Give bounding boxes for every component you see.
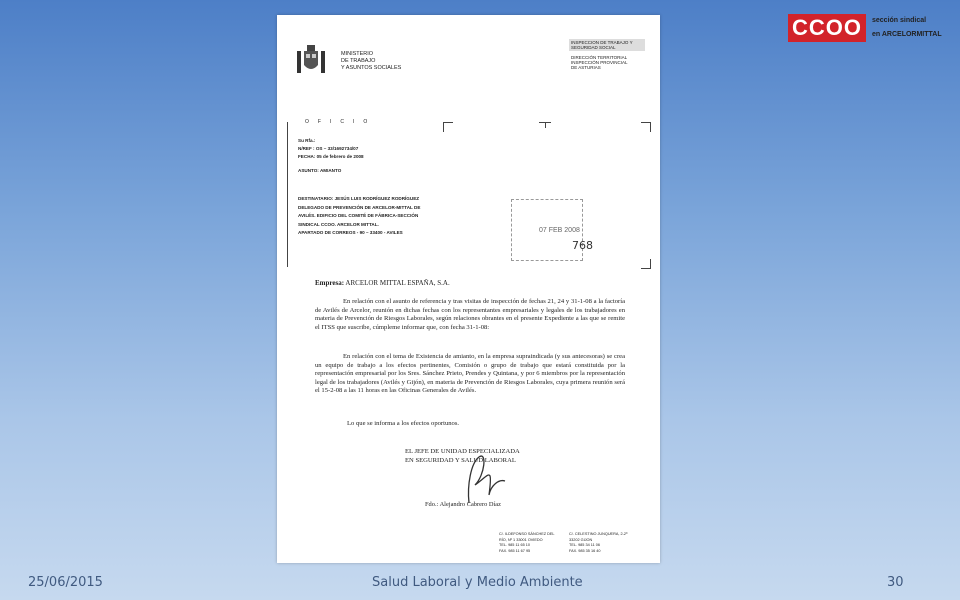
- address-line: TEL. 985 34 11 06: [569, 543, 600, 547]
- signer-name: Fdo.: Alejandro Cabrero Díaz: [425, 501, 501, 508]
- ministry-line: MINISTERIO: [341, 51, 374, 57]
- oficio-label: OFICIO: [305, 119, 377, 125]
- coat-of-arms-icon: [295, 43, 327, 77]
- page-number: 30: [887, 575, 904, 590]
- address-line: RÍO, Nº 1 33001 OVIEDO: [499, 537, 543, 542]
- empresa-label: Empresa:: [315, 279, 345, 287]
- address-line: C/. CELESTINO JUNQUERA, 2-2º: [569, 532, 628, 536]
- territorial-line: INSPECCIÓN PROVINCIAL: [571, 60, 628, 65]
- fecha: FECHA: 05 de febrero de 2008: [298, 154, 364, 159]
- ccoo-logo-letters: CCOO: [792, 15, 862, 40]
- scanned-letter: [277, 15, 660, 563]
- logo-line-2: en ARCELORMITTAL: [872, 31, 942, 38]
- address-line: TEL. 985 11 65 10: [499, 543, 530, 547]
- body-paragraph-2: En relación con el tema de Existencia de amianto, en la empresa supraindicada (y sus antecesoras) se crea un equipo de trabajo a los efectos pertinentes, Comisión o grupo de trabajo que estará constituida por la representación empresarial por los Sres. Sánchez Prieto, Prendes y Quintana, y por 6 miembros por la representación legal de los trabajadores (Avilés y Gijón), en materia de Prevención de Riesgos Laborales, cuya primera reunión será el 15-2-08 a las 11 horas en las Oficinas Generales de Avilés.: [315, 353, 625, 395]
- recipient-block: [298, 195, 420, 238]
- ccoo-logo-text: [872, 14, 942, 42]
- address-window-corner: [443, 122, 453, 132]
- logo-line-1: sección sindical: [872, 17, 927, 24]
- stamp-date: 07 FEB 2008: [539, 227, 580, 234]
- recipient-line: SINDICAL CCOO. ARCELOR MITTAL.: [298, 221, 379, 227]
- signature-title-line: EL JEFE DE UNIDAD ESPECIALIZADA: [405, 448, 520, 455]
- su-ref: Su Rfa.:: [298, 138, 316, 143]
- address-line: FAX. 985 35 16 40: [569, 548, 601, 553]
- address-window-corner: [641, 122, 651, 132]
- territorial-line: DIRECCIÓN TERRITORIAL: [571, 55, 628, 60]
- address-window-tick: [545, 122, 555, 128]
- inspection-territorial: [571, 55, 628, 70]
- inspection-line: INSPECCION DE TRABAJO Y: [571, 40, 633, 45]
- ccoo-logo-mark: [788, 14, 866, 42]
- recipient-line: DELEGADO DE PREVENCIÓN DE ARCELOR-MITTAL DE: [298, 204, 421, 210]
- left-margin-line: [287, 122, 297, 267]
- ministry-line: Y ASUNTOS SOCIALES: [341, 65, 402, 71]
- recipient-line: AVILÉS. EDIFICIO DEL COMITÉ DE FÁBRICA-SECCIÓN: [298, 213, 419, 219]
- inspection-line: SEGURIDAD SOCIAL: [571, 45, 616, 50]
- closing-line: Lo que se informa a los efectos oportunos.: [347, 420, 460, 427]
- signature-title-line: EN SEGURIDAD Y SALUD LABORAL: [405, 457, 516, 464]
- body-paragraph-1: En relación con el asunto de referencia y tras visitas de inspección de fechas 21, 24 y 31-1-08 a la factoría de Avilés de Arcelor, reunión en dichas fechas con los representantes empresariales y legales de los trabajadores en materia de Prevención de Riesgos Laborales, según relaciones obrantes en el presente Expediente a las que se remite el ITSS que suscribe, cúmpleme informar que, con fecha 31-1-08:: [315, 298, 625, 331]
- ministry-heading: [341, 51, 401, 72]
- address-line: FAX. 985 11 67 95: [499, 548, 531, 553]
- territorial-line: DE ASTURIAS: [571, 65, 601, 70]
- recipient-line: APARTADO DE CORREOS - 90 – 33400 - AVILES: [298, 230, 403, 236]
- signature-scribble-icon: [449, 445, 509, 505]
- ministry-line: DE TRABAJO: [341, 58, 376, 64]
- ccoo-logo: [788, 14, 942, 42]
- address-line: 33202 GIJON: [569, 537, 593, 542]
- footer-date: 25/06/2015: [28, 575, 103, 590]
- address-line: C/. ILDEFONSO SÁNCHEZ DEL: [499, 532, 555, 536]
- recipient-line: DESTINATARIO: JESÚS LUIS RODRÍGUEZ RODRÍGUEZ: [298, 196, 420, 201]
- inspection-header: [569, 39, 645, 51]
- asunto: ASUNTO: AMIANTO: [298, 168, 342, 173]
- stamp-number: 768: [572, 239, 593, 252]
- address-window-corner: [641, 259, 651, 269]
- n-ref: N/REF : OS – 33/1692734/07: [298, 146, 359, 151]
- empresa-value: ARCELOR MITTAL ESPAÑA, S.A.: [345, 279, 450, 287]
- empresa-line: [315, 279, 450, 287]
- address-oviedo: [499, 532, 555, 554]
- footer-title: Salud Laboral y Medio Ambiente: [372, 575, 583, 590]
- reference-block: [298, 137, 364, 175]
- address-gijon: [569, 532, 627, 554]
